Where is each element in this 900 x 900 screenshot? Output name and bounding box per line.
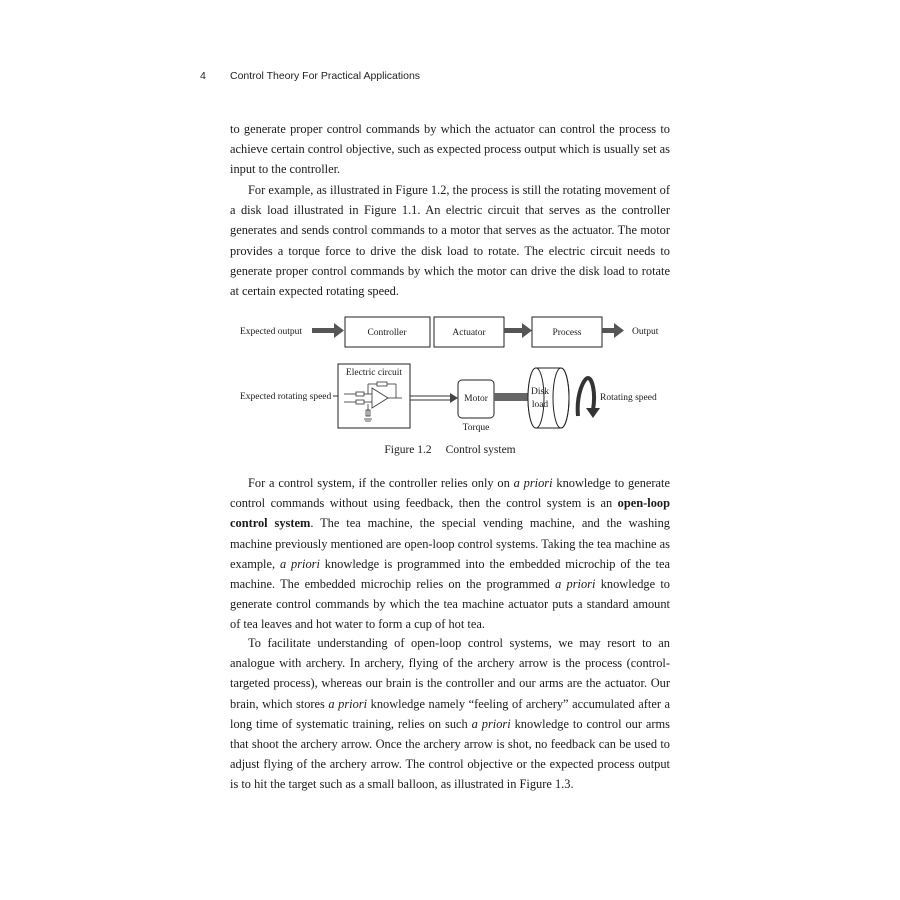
- output-label: Output: [632, 327, 659, 337]
- arrow-circuit-motor: [410, 393, 458, 403]
- figure-caption: [230, 444, 670, 456]
- expected-output-label: Expected output: [240, 327, 302, 337]
- torque-label: Torque: [462, 423, 490, 433]
- rotating-speed-label: Rotating speed: [600, 393, 657, 403]
- paragraph-2: [230, 180, 670, 301]
- page-number: 4: [200, 70, 206, 82]
- italic-term: a priori: [279, 556, 320, 571]
- arrow-process-output: [602, 323, 624, 338]
- text-run: knowledge to generate control commands by which the tea machine actuator puts a standard amount of tea leaves and hot water to form a cup of hot tea.: [230, 577, 670, 632]
- bold-term: open-loop control system: [230, 496, 670, 531]
- paragraph-3: [230, 473, 670, 635]
- motor-shaft: [494, 393, 528, 401]
- paragraph-4: [230, 633, 670, 795]
- text-run: For a control system, if the controller relies only on: [248, 476, 514, 490]
- disk-label-line1: Disk: [531, 387, 549, 397]
- figure-control-system: [230, 312, 670, 462]
- text-run: . The tea machine, the special vending machine, and the washing machine previously mentioned are open-loop control systems. Taking the tea machine as example,: [230, 516, 670, 571]
- paragraph-1: to generate proper control commands by which the actuator can control the process to achieve certain control objective, such as expected process output which is usually set as input to the controller.: [230, 122, 670, 177]
- thick-arrow-1: [312, 323, 344, 338]
- disk-label-line2: load: [531, 400, 549, 410]
- running-title: Control Theory For Practical Applications: [230, 70, 421, 82]
- text-run: To facilitate understanding of open-loop control systems, we may resort to an analogue with archery. In archery, flying of the archery arrow is the process (control-targeted process), whereas our brain is the controller and our arms are the actuator. Our brain, which stores: [230, 636, 670, 711]
- motor-label: Motor: [464, 394, 488, 404]
- text-run: knowledge to generate control commands without using feedback, then the control system is an: [230, 476, 670, 511]
- expected-rotating-speed-label: Expected rotating speed: [240, 392, 332, 402]
- disk-load-icon: [528, 368, 569, 428]
- control-system-diagram: [230, 312, 670, 442]
- paragraph-2-text: For example, as illustrated in Figure 1.2, the process is still the rotating movement of a disk load illustrated in Figure 1.1. An electric circuit that serves as the controller generates and sends control commands to a motor that serves as the actuator. The motor provides a torque force to drive the disk load to rotate. The electric circuit needs to generate proper control commands by which the motor can drive the disk load to rotate at certain expected rotating speed.: [230, 183, 670, 299]
- actuator-label: Actuator: [452, 328, 486, 338]
- electric-circuit-label: Electric circuit: [345, 368, 403, 378]
- process-label: Process: [552, 328, 582, 338]
- controller-label: Controller: [367, 328, 407, 338]
- text-run: knowledge to control our arms that shoot the archery arrow. Once the archery arrow is shot, no feedback can be used to adjust flying of the archery arrow. The control objective or the expected process output is to hit the target such as a small balloon, as illustrated in Figure 1.3.: [230, 716, 671, 792]
- figure-caption-text: Control system: [445, 444, 516, 456]
- text-run: knowledge namely “feeling of archery” accumulated after a long time of systematic training, relies on such: [230, 696, 670, 731]
- italic-term: a priori: [328, 696, 368, 711]
- arrow-actuator-process: [504, 323, 532, 338]
- italic-term: a priori: [471, 716, 511, 731]
- italic-term: a priori: [555, 577, 596, 592]
- text-run: knowledge is programmed into the embedded microchip of the tea machine. The embedded microchip relies on the programmed: [230, 556, 670, 592]
- rotation-arrow-icon: [578, 378, 600, 418]
- figure-caption-label: Figure 1.2: [384, 444, 432, 456]
- italic-term: a priori: [513, 476, 553, 490]
